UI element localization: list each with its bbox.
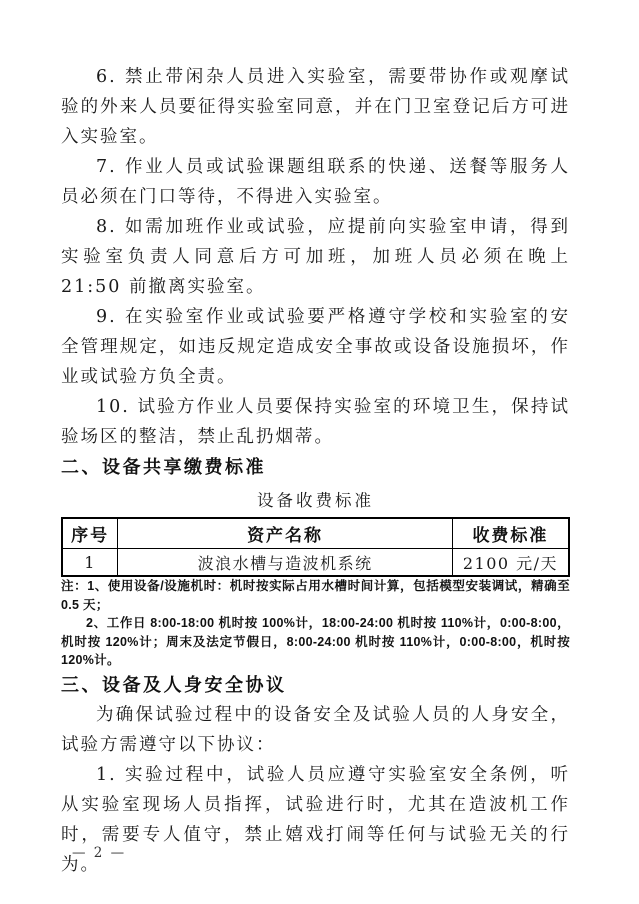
rule-item-8: 8. 如需加班作业或试验，应提前向实验室申请，得到实验室负责人同意后方可加班，加班人员必须在晚上 21:50 前撤离实验室。 (61, 217, 570, 297)
fee-table-header-serial: 序号 (62, 518, 118, 549)
safety-intro-paragraph: 为确保试验过程中的设备安全及试验人员的人身安全，试验方需遵守以下协议： (61, 704, 570, 755)
fee-table-header-fee-standard: 收费标准 (452, 518, 569, 549)
section-heading-safety-agreement: 三、设备及人身安全协议 (61, 674, 287, 695)
table-row (62, 549, 569, 577)
fee-table-header-asset-name: 资产名称 (118, 518, 453, 549)
fee-table-cell-asset-name: 波浪水槽与造波机系统 (118, 549, 453, 577)
fee-table-cell-serial: 1 (62, 549, 118, 577)
section-heading-fee-standard: 二、设备共享缴费标准 (61, 457, 266, 477)
fee-table (61, 517, 570, 577)
rule-item-6: 6. 禁止带闲杂人员进入实验室，需要带协作或观摩试验的外来人员要征得实验室同意，并在门卫室登记后方可进入实验室。 (61, 67, 570, 147)
rule-item-10: 10. 试验方作业人员要保持实验室的环境卫生，保持试验场区的整洁，禁止乱扔烟蒂。 (61, 397, 570, 447)
safety-item-1: 1. 实验过程中，试验人员应遵守实验室安全条例，听从实验室现场人员指挥，试验进行时，尤其在造波机工作时，需要专人值守，禁止嬉戏打闹等任何与试验无关的行为。 (61, 764, 570, 875)
fee-table-title: 设备收费标准 (257, 491, 374, 510)
rule-item-9: 9. 在实验室作业或试验要严格遵守学校和实验室的安全管理规定，如违反规定造成安全事故或设备设施损坏，作业或试验方负全责。 (61, 307, 570, 387)
page-number: — 2 — (72, 845, 127, 861)
fee-table-header-row (62, 518, 569, 549)
fee-table-note-1: 注：1、使用设备/设施机时：机时按实际占用水槽时间计算，包括模型安装调试，精确至 0.5 天； (61, 579, 570, 612)
rule-item-7: 7. 作业人员或试验课题组联系的快递、送餐等服务人员必须在门口等待，不得进入实验室。 (61, 157, 570, 207)
fee-table-note-2: 2、工作日 8:00-18:00 机时按 100%计，18:00-24:00 机时按 110%计，0:00-8:00，机时按 120%计；周末及法定节假日，8:00-24:00 机时按 110%计，0:00-8:00，机时按 120%计。 (61, 616, 570, 667)
fee-table-cell-fee: 2100 元/天 (452, 549, 569, 577)
document-content (61, 62, 570, 880)
